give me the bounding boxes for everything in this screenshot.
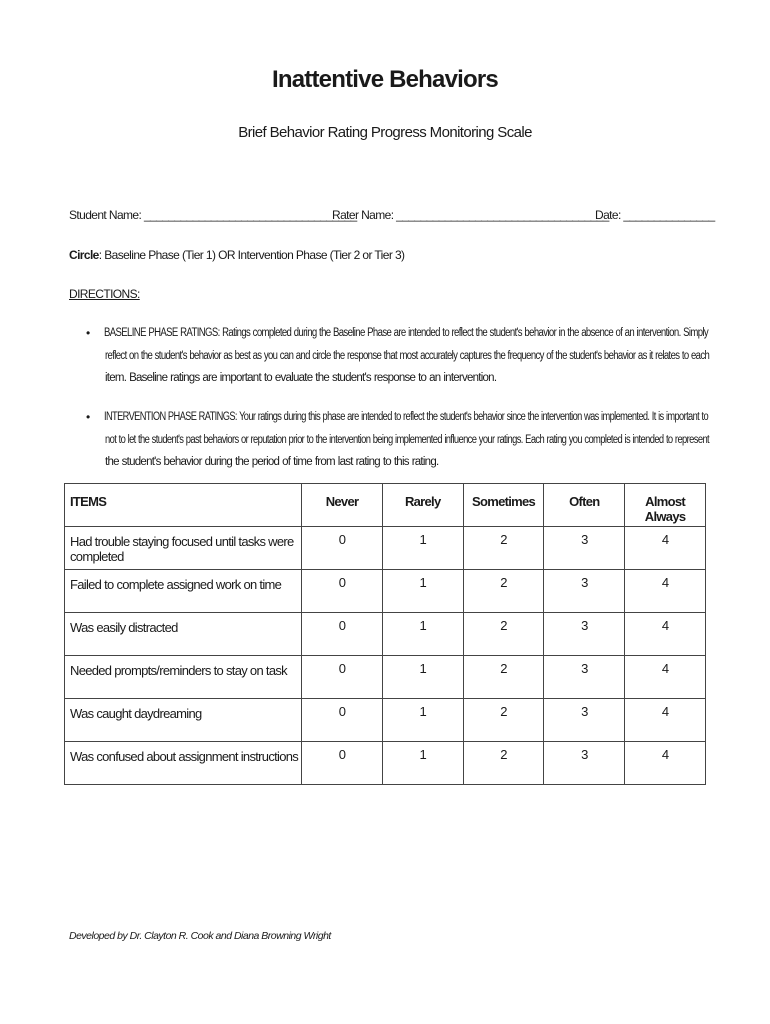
rating-option[interactable]: 1 (382, 656, 463, 699)
phase-options[interactable]: : Baseline Phase (Tier 1) OR Intervention Phase (Tier 2 or Tier 3) (98, 248, 405, 262)
item-label: Was easily distracted (65, 613, 302, 656)
directions-line: the student's behavior during the period of time from last rating to this rating. (105, 456, 439, 468)
rating-option[interactable]: 3 (544, 570, 625, 613)
page-title: Inattentive Behaviors (272, 66, 498, 93)
rating-option[interactable]: 4 (625, 613, 706, 656)
directions-line: not to let the student's past behaviors or reputation prior to the intervention being implemented influence your ratings. Each rating you completed is intended to represent (105, 433, 710, 446)
item-label: Had trouble staying focused until tasks were completed (65, 527, 302, 570)
rating-option[interactable]: 0 (302, 656, 383, 699)
rating-option[interactable]: 2 (463, 656, 544, 699)
rating-option[interactable]: 2 (463, 527, 544, 570)
header-rarely: Rarely (382, 484, 463, 527)
item-label: Was confused about assignment instructions (65, 742, 302, 785)
table-row (65, 527, 706, 570)
table-row (65, 656, 706, 699)
rating-option[interactable]: 3 (544, 742, 625, 785)
phase-circle-line (69, 248, 404, 262)
footer-credit: Developed by Dr. Clayton R. Cook and Diana Browning Wright (69, 930, 331, 942)
rating-option[interactable]: 4 (625, 570, 706, 613)
header-almost-always: Almost Always (625, 484, 706, 527)
rating-option[interactable]: 1 (382, 527, 463, 570)
item-label: Failed to complete assigned work on time (65, 570, 302, 613)
page-subtitle: Brief Behavior Rating Progress Monitoring Scale (238, 124, 532, 141)
rating-option[interactable]: 2 (463, 613, 544, 656)
rating-option[interactable]: 0 (302, 699, 383, 742)
rating-option[interactable]: 2 (463, 742, 544, 785)
rating-option[interactable]: 0 (302, 570, 383, 613)
rating-option[interactable]: 0 (302, 613, 383, 656)
rating-option[interactable]: 4 (625, 742, 706, 785)
header-items: ITEMS (65, 484, 302, 527)
table-header-row (65, 484, 706, 527)
student-name-field[interactable]: Student Name: ___________________________________ (69, 208, 357, 222)
directions-line: item. Baseline ratings are important to evaluate the student's response to an intervention. (105, 372, 497, 384)
rating-table (64, 483, 706, 785)
bullet-icon: • (86, 326, 90, 340)
item-label: Needed prompts/reminders to stay on task (65, 656, 302, 699)
table-row (65, 699, 706, 742)
item-label: Was caught daydreaming (65, 699, 302, 742)
intervention-directions (86, 406, 710, 474)
directions-line: BASELINE PHASE RATINGS: Ratings completed during the Baseline Phase are intended to reflect the student's behavior in the absence of an intervention. Simply (104, 327, 709, 339)
rating-option[interactable]: 2 (463, 699, 544, 742)
directions-line: INTERVENTION PHASE RATINGS: Your ratings during this phase are intended to reflect the student's behavior since the intervention was implemented. It is important to (104, 411, 708, 423)
rating-option[interactable]: 1 (382, 742, 463, 785)
baseline-directions (86, 322, 710, 390)
table-row (65, 570, 706, 613)
directions-line: reflect on the student's behavior as best as you can and circle the response that most accurately captures the frequency of the student's behavior as it relates to each (105, 349, 710, 362)
rating-option[interactable]: 1 (382, 570, 463, 613)
header-often: Often (544, 484, 625, 527)
table-row (65, 613, 706, 656)
rating-option[interactable]: 4 (625, 699, 706, 742)
rating-option[interactable]: 3 (544, 699, 625, 742)
rating-option[interactable]: 4 (625, 527, 706, 570)
rating-option[interactable]: 2 (463, 570, 544, 613)
rating-option[interactable]: 0 (302, 742, 383, 785)
circle-label: Circle (69, 248, 99, 262)
rating-option[interactable]: 3 (544, 527, 625, 570)
bullet-icon: • (86, 410, 90, 424)
rating-option[interactable]: 3 (544, 656, 625, 699)
rating-option[interactable]: 4 (625, 656, 706, 699)
table-row (65, 742, 706, 785)
date-field[interactable]: Date: _______________ (595, 208, 715, 222)
rating-option[interactable]: 1 (382, 613, 463, 656)
header-sometimes: Sometimes (463, 484, 544, 527)
rating-option[interactable]: 1 (382, 699, 463, 742)
rating-option[interactable]: 0 (302, 527, 383, 570)
header-never: Never (302, 484, 383, 527)
rater-name-field[interactable]: Rater Name: ___________________________________ (332, 208, 609, 222)
rating-option[interactable]: 3 (544, 613, 625, 656)
directions-heading: DIRECTIONS: (69, 287, 140, 301)
